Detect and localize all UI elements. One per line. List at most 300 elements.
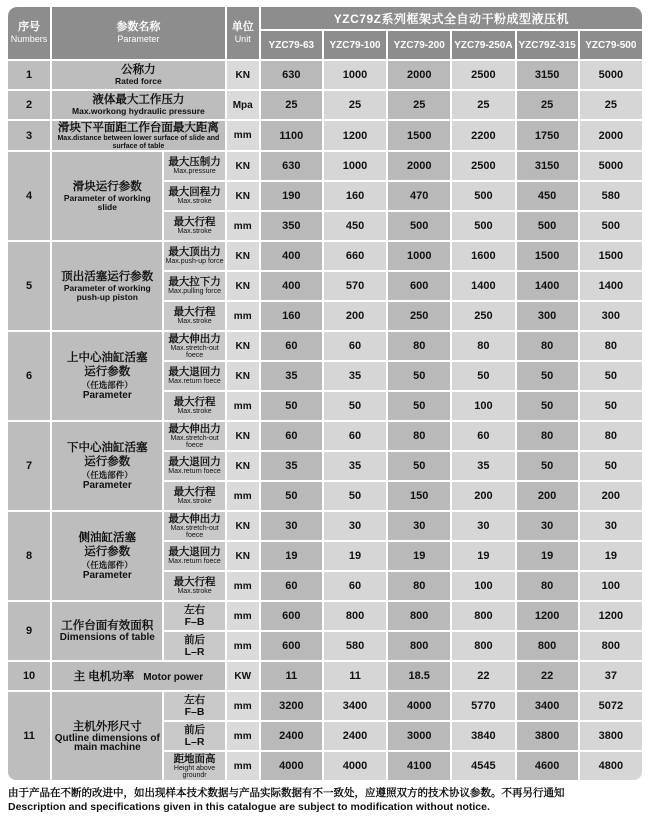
value-cell: 200 [580,482,642,510]
value-cell: 50 [388,362,450,390]
value-cell: 3400 [324,692,386,720]
unit-cell: Mpa [227,91,259,119]
value-cell: 100 [580,572,642,600]
value-cell: 1400 [580,272,642,300]
row7-sub2-label [164,452,224,480]
value-cell: 3200 [261,692,322,720]
unit-cell: KN [227,512,259,540]
row-number: 10 [8,662,50,690]
value-cell: 50 [517,362,578,390]
unit-cell: KN [227,422,259,450]
header-row-title [8,7,642,29]
value-cell: 3400 [517,692,578,720]
value-cell: 50 [452,362,514,390]
value-cell: 1400 [517,272,578,300]
sub-label-zh: 最大行程 [173,576,216,589]
value-cell: 160 [324,182,386,210]
row8-sub3-label [164,572,224,600]
row5-sub3-label [164,302,224,330]
value-cell: 300 [580,302,642,330]
sub-label-en: Max.pressure [173,168,216,176]
value-cell: 470 [388,182,450,210]
value-cell: 35 [452,452,514,480]
sub-label-en: Max.stroke [177,588,212,596]
row7-group-zh1: 下中心油缸活塞 [67,442,148,455]
table-row [8,61,642,89]
value-cell: 600 [261,602,322,630]
table-row [8,242,642,270]
value-cell: 1200 [324,121,386,150]
row2-label-en: Max.workong hydraulic pressure [72,106,205,117]
value-cell: 1000 [324,61,386,89]
value-cell: 50 [580,362,642,390]
value-cell: 3150 [517,61,578,89]
model-header: YZC79Z-315 [517,31,578,59]
row4-sub3-label [164,212,224,240]
header-numbers [8,7,50,59]
row11-group-label [52,692,162,780]
value-cell: 4800 [580,752,642,780]
spec-table [6,5,644,782]
value-cell: 5000 [580,61,642,89]
sub-label-zh: 最大拉下力 [168,276,221,289]
value-cell: 50 [261,482,322,510]
unit-cell: mm [227,392,259,420]
value-cell: 4100 [388,752,450,780]
value-cell: 200 [517,482,578,510]
value-cell: 1500 [388,121,450,150]
table-row [8,152,642,180]
table-row [8,121,642,150]
sub-label-zh: 最大退回力 [168,546,221,559]
table-row [8,662,642,690]
sub-label-zh: 前后 [184,634,206,646]
unit-cell: KN [227,542,259,570]
value-cell: 2500 [452,152,514,180]
value-cell: 580 [580,182,642,210]
sub-label-zh: 最大行程 [173,396,216,409]
row4-sub1-label [164,152,224,180]
row8-sub1-label [164,512,224,540]
value-cell: 19 [388,542,450,570]
value-cell: 4545 [452,752,514,780]
value-cell: 19 [261,542,322,570]
header-parameter-zh: 参数名称 [116,21,161,33]
value-cell: 60 [324,572,386,600]
row4-group-en: Parameter of working slide [63,192,151,212]
row2-label-zh: 液体最大工作压力 [92,94,185,107]
value-cell: 3000 [388,722,450,750]
value-cell: 600 [388,272,450,300]
value-cell: 800 [388,602,450,630]
table-row [8,512,642,540]
value-cell: 500 [452,182,514,210]
value-cell: 3800 [580,722,642,750]
sub-label-en: Max.stroke [177,198,212,206]
value-cell: 800 [517,632,578,660]
value-cell: 630 [261,61,322,89]
value-cell: 800 [324,602,386,630]
value-cell: 18.5 [388,662,450,690]
sub-label-en: Max.stretch-out foece [170,344,219,359]
sub-label-zh: 最大行程 [173,306,216,319]
value-cell: 22 [452,662,514,690]
unit-cell: KN [227,182,259,210]
row6-sub3-label [164,392,224,420]
table-row [8,692,642,720]
row11-sub3-label [164,752,224,780]
value-cell: 3800 [517,722,578,750]
row8-group-zh2: 运行参数 [84,546,131,559]
footer-note-zh: 由于产品在不断的改进中，如出现样本技术数据与产品实际数据有不一致处，应遵照双方的技术协议参数。不再另行通知 [8,787,565,799]
row2-label [52,91,225,119]
unit-cell: KN [227,332,259,360]
row1-label [52,61,225,89]
sub-label-en: Max.stroke [177,318,212,326]
value-cell: 5770 [452,692,514,720]
value-cell: 500 [452,212,514,240]
unit-cell: mm [227,212,259,240]
value-cell: 2400 [324,722,386,750]
sub-label-zh: 最大行程 [173,216,216,229]
value-cell: 800 [580,632,642,660]
value-cell: 19 [452,542,514,570]
sub-label-en: L–R [184,646,205,658]
value-cell: 50 [324,392,386,420]
sub-label-en: Max.stroke [177,408,212,416]
value-cell: 35 [261,362,322,390]
value-cell: 80 [517,332,578,360]
sub-label-zh: 左右 [184,694,206,706]
value-cell: 35 [324,452,386,480]
value-cell: 3150 [517,152,578,180]
value-cell: 60 [261,332,322,360]
header-unit [227,7,259,59]
value-cell: 25 [452,91,514,119]
value-cell: 50 [388,452,450,480]
row-number: 6 [8,332,50,420]
row5-group-label [52,242,162,330]
row6-group-zh1: 上中心油缸活塞 [67,352,148,365]
row6-sub2-label [164,362,224,390]
header-unit-en: Unit [234,34,251,44]
value-cell: 200 [452,482,514,510]
unit-cell: mm [227,121,259,150]
sub-label-zh: 最大退回力 [168,456,221,469]
table-row [8,332,642,360]
value-cell: 37 [580,662,642,690]
row1-label-zh: 公称力 [121,64,156,77]
row11-sub1-label [164,692,224,720]
value-cell: 4000 [324,752,386,780]
value-cell: 450 [324,212,386,240]
value-cell: 50 [517,392,578,420]
row11-group-zh: 主机外形尺寸 [72,720,142,733]
value-cell: 4600 [517,752,578,780]
row8-group-en: Parameter [82,570,132,582]
value-cell: 1000 [388,242,450,270]
row-number: 3 [8,121,50,150]
value-cell: 80 [388,332,450,360]
series-title: YZC79Z系列框架式全自动干粉成型液压机 [261,7,642,29]
value-cell: 600 [261,632,322,660]
value-cell: 630 [261,152,322,180]
value-cell: 1600 [452,242,514,270]
sub-label-zh: 最大伸出力 [168,512,221,525]
row8-group-label [52,512,162,600]
model-header: YZC79-250A [452,31,514,59]
value-cell: 30 [517,512,578,540]
value-cell: 25 [580,91,642,119]
value-cell: 500 [517,212,578,240]
value-cell: 19 [324,542,386,570]
value-cell: 80 [388,572,450,600]
sub-label-en: F–B [184,616,205,628]
value-cell: 80 [388,422,450,450]
row9-group-en: Dimensions of table [59,632,155,644]
row-number: 11 [8,692,50,780]
sub-label-zh: 最大行程 [173,486,216,499]
row6-group-zh2: 运行参数 [84,366,131,379]
value-cell: 60 [324,422,386,450]
row10-label-en: Motor power [143,672,204,683]
value-cell: 2000 [580,121,642,150]
value-cell: 30 [452,512,514,540]
sub-label-zh: 距地面高 [173,752,216,765]
sub-label-zh: 最大伸出力 [168,332,221,345]
row7-group-en: Parameter [82,480,132,492]
value-cell: 1200 [580,602,642,630]
value-cell: 660 [324,242,386,270]
value-cell: 1750 [517,121,578,150]
row1-label-en: Rated force [115,76,162,87]
row-number: 1 [8,61,50,89]
value-cell: 60 [261,422,322,450]
sub-label-en: Max.stroke [177,228,212,236]
row-number: 2 [8,91,50,119]
sub-label-en: Max.return foece [168,378,221,386]
header-unit-zh: 单位 [231,21,254,33]
value-cell: 50 [580,392,642,420]
sub-label-zh: 最大伸出力 [168,422,221,435]
value-cell: 11 [324,662,386,690]
value-cell: 250 [388,302,450,330]
row7-group-zh2: 运行参数 [84,456,131,469]
table-row [8,422,642,450]
unit-cell: mm [227,692,259,720]
value-cell: 50 [261,392,322,420]
model-header: YZC79-200 [388,31,450,59]
value-cell: 2400 [261,722,322,750]
value-cell: 30 [324,512,386,540]
value-cell: 19 [580,542,642,570]
sub-label-en: Max.stretch-out foece [170,434,219,449]
value-cell: 100 [452,572,514,600]
row9-group-zh: 工作台面有效面积 [61,620,154,633]
footer-note-en: Description and specifications given in this catalogue are subject to modification without notice. [8,801,490,813]
value-cell: 60 [324,332,386,360]
value-cell: 5072 [580,692,642,720]
sub-label-zh: 前后 [184,724,206,736]
unit-cell: mm [227,482,259,510]
row4-sub2-label [164,182,224,210]
unit-cell: mm [227,602,259,630]
value-cell: 22 [517,662,578,690]
model-header: YZC79-100 [324,31,386,59]
row11-sub2-label [164,722,224,750]
unit-cell: KN [227,61,259,89]
value-cell: 450 [517,182,578,210]
value-cell: 800 [388,632,450,660]
row9-group-label [52,602,162,660]
row5-group-en: Parameter of working push-up piston [63,282,151,302]
row8-group-zh1: 侧油缸活塞 [78,532,137,545]
row-number: 4 [8,152,50,240]
value-cell: 350 [261,212,322,240]
sub-label-en: F–B [184,706,205,718]
value-cell: 60 [261,572,322,600]
value-cell: 800 [452,602,514,630]
row-number: 5 [8,242,50,330]
sub-label-zh: 最大压制力 [168,156,221,169]
row9-sub1-label [164,602,224,630]
value-cell: 11 [261,662,322,690]
value-cell: 30 [580,512,642,540]
model-header: YZC79-63 [261,31,322,59]
value-cell: 570 [324,272,386,300]
value-cell: 80 [517,572,578,600]
unit-cell: KW [227,662,259,690]
row7-sub3-label [164,482,224,510]
value-cell: 1500 [517,242,578,270]
value-cell: 25 [324,91,386,119]
sub-label-zh: 最大回程力 [168,186,221,199]
sub-label-zh: 左右 [184,604,206,616]
value-cell: 30 [388,512,450,540]
unit-cell: KN [227,152,259,180]
value-cell: 100 [452,392,514,420]
header-parameter [52,7,225,59]
value-cell: 1000 [324,152,386,180]
unit-cell: KN [227,452,259,480]
value-cell: 35 [324,362,386,390]
row3-label-en: Max.distance between lower surface of slide and surface of table [57,135,220,150]
row7-group-note: （任选部件） [81,470,133,481]
unit-cell: mm [227,632,259,660]
row5-sub1-label [164,242,224,270]
row4-group-zh: 滑块运行参数 [72,180,142,193]
row8-sub2-label [164,542,224,570]
header-parameter-en: Parameter [117,34,160,44]
value-cell: 1100 [261,121,322,150]
unit-cell: KN [227,362,259,390]
value-cell: 200 [324,302,386,330]
value-cell: 80 [452,332,514,360]
row10-label-zh: 主 电机功率 [73,671,135,683]
value-cell: 2000 [388,61,450,89]
value-cell: 160 [261,302,322,330]
table-row [8,91,642,119]
row-number: 9 [8,602,50,660]
value-cell: 60 [452,422,514,450]
value-cell: 300 [517,302,578,330]
row6-group-note: （任选部件） [81,380,133,391]
unit-cell: mm [227,722,259,750]
value-cell: 30 [261,512,322,540]
value-cell: 25 [388,91,450,119]
row6-group-en: Parameter [82,390,132,402]
value-cell: 2000 [388,152,450,180]
value-cell: 50 [388,392,450,420]
value-cell: 400 [261,272,322,300]
value-cell: 4000 [388,692,450,720]
value-cell: 80 [580,422,642,450]
footer-note [6,782,644,814]
value-cell: 500 [388,212,450,240]
row9-sub2-label [164,632,224,660]
value-cell: 1500 [580,242,642,270]
value-cell: 580 [324,632,386,660]
value-cell: 400 [261,242,322,270]
row7-group-label [52,422,162,510]
value-cell: 190 [261,182,322,210]
row11-group-en: Qutline dimensions of main machine [54,732,160,753]
row5-sub2-label [164,272,224,300]
sub-label-en: Max.stretch-out foece [170,524,219,539]
value-cell: 50 [580,452,642,480]
unit-cell: mm [227,572,259,600]
sub-label-en: Max.push-up force [165,258,224,266]
unit-cell: mm [227,752,259,780]
value-cell: 250 [452,302,514,330]
value-cell: 800 [452,632,514,660]
value-cell: 2200 [452,121,514,150]
sub-label-en: Height above groundr [173,764,216,779]
row6-group-label [52,332,162,420]
header-numbers-zh: 序号 [18,21,41,33]
unit-cell: KN [227,272,259,300]
value-cell: 500 [580,212,642,240]
unit-cell: KN [227,242,259,270]
value-cell: 1400 [452,272,514,300]
sub-label-zh: 最大顶出力 [168,246,221,259]
row3-label [52,121,225,150]
sub-label-en: Max.stroke [177,498,212,506]
row-number: 7 [8,422,50,510]
value-cell: 80 [580,332,642,360]
sub-label-en: Max.return foece [168,468,221,476]
sub-label-zh: 最大退回力 [168,366,221,379]
value-cell: 50 [517,452,578,480]
sub-label-en: Max.return foece [168,558,221,566]
sub-label-en: Max.pulling force [168,288,222,296]
value-cell: 1200 [517,602,578,630]
value-cell: 19 [517,542,578,570]
value-cell: 3840 [452,722,514,750]
table-row [8,602,642,630]
row6-sub1-label [164,332,224,360]
row3-label-zh: 滑块下平面距工作台面最大距离 [57,122,219,134]
value-cell: 4000 [261,752,322,780]
value-cell: 80 [517,422,578,450]
value-cell: 25 [517,91,578,119]
value-cell: 5000 [580,152,642,180]
row8-group-note: （任选部件） [81,560,133,571]
value-cell: 50 [324,482,386,510]
value-cell: 150 [388,482,450,510]
row4-group-label [52,152,162,240]
row7-sub1-label [164,422,224,450]
